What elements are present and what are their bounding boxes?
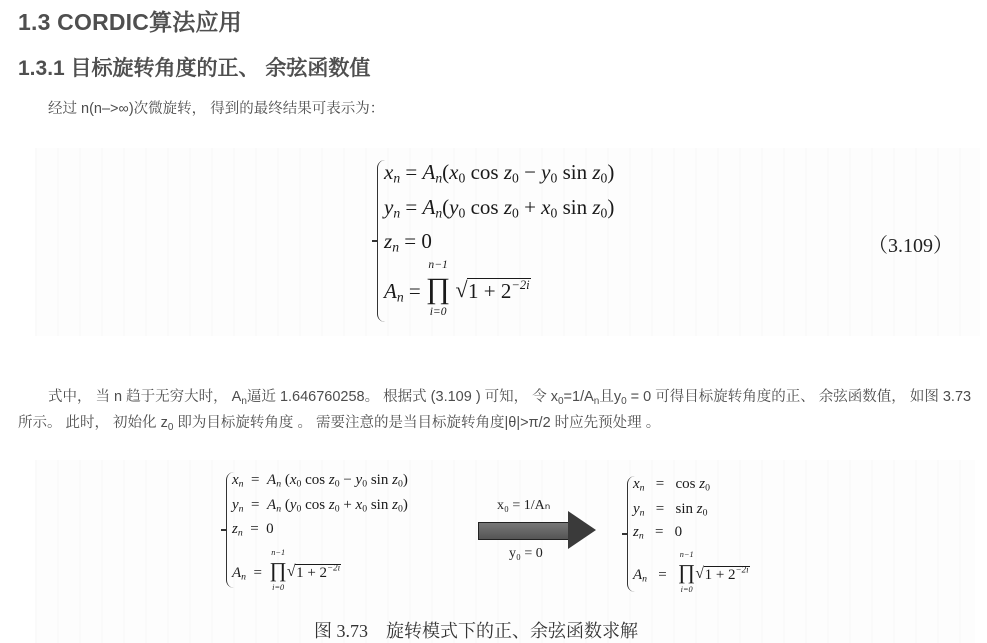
- equation-line-y: $y_n = A_n(y_0$ $\cos z_0 + x_0$ $\sin z_0$): [384, 195, 615, 221]
- right-arrow-icon: [478, 522, 572, 540]
- explanation-paragraph: 式中， 当 n 趋于无穷大时， $A_n$逼近 1.646760258。 根据式 (3.109 ) 可知， 令 $x_0=1/A_n$且$y_0 = 0$ 可得目标旋转角度的正、 余弦函数值， 如图 3.73 所示。 此时， 初始化 $z_0$ 即为目标旋转角度 。 需要注意的是当目标旋转角度|θ|>π/2 时应先预处理 。: [18, 389, 972, 433]
- subsection-heading: 1.3.1 目标旋转角度的正、 余弦函数值: [18, 57, 371, 80]
- figure-caption: [314, 617, 638, 643]
- intro-paragraph: 经过 n(n–>∞)次微旋转， 得到的最终结果可表示为：: [48, 101, 385, 117]
- equation-line-a: $A_n$ = n−1 ∏ i=0 √ $1 + 2^{-2i}$: [384, 275, 531, 304]
- equation-number: （3.109）: [868, 235, 953, 257]
- figure-caption-text: 旋转模式下的正、余弦函数求解: [386, 621, 638, 641]
- right-arrow-head-icon: [568, 511, 596, 549]
- figure-caption-number: 图 3.73: [314, 621, 368, 641]
- section-heading: 1.3 CORDIC算法应用: [18, 9, 242, 35]
- product-symbol: n−1 ∏ i=0: [426, 259, 451, 319]
- figure-3-73-image: [35, 460, 975, 643]
- equation-line-x: $x_n = A_n(x_0$ $\cos z_0 - y_0$ $\sin z_0$): [384, 160, 615, 186]
- equation-line-z: $z_n = 0$: [384, 229, 432, 255]
- arrow-condition-top: x₀ = 1/Aₙ: [497, 498, 551, 513]
- square-root: √ $1 + 2^{-2i}$: [455, 278, 530, 304]
- arrow-condition-bottom: y₀ = 0: [509, 546, 543, 561]
